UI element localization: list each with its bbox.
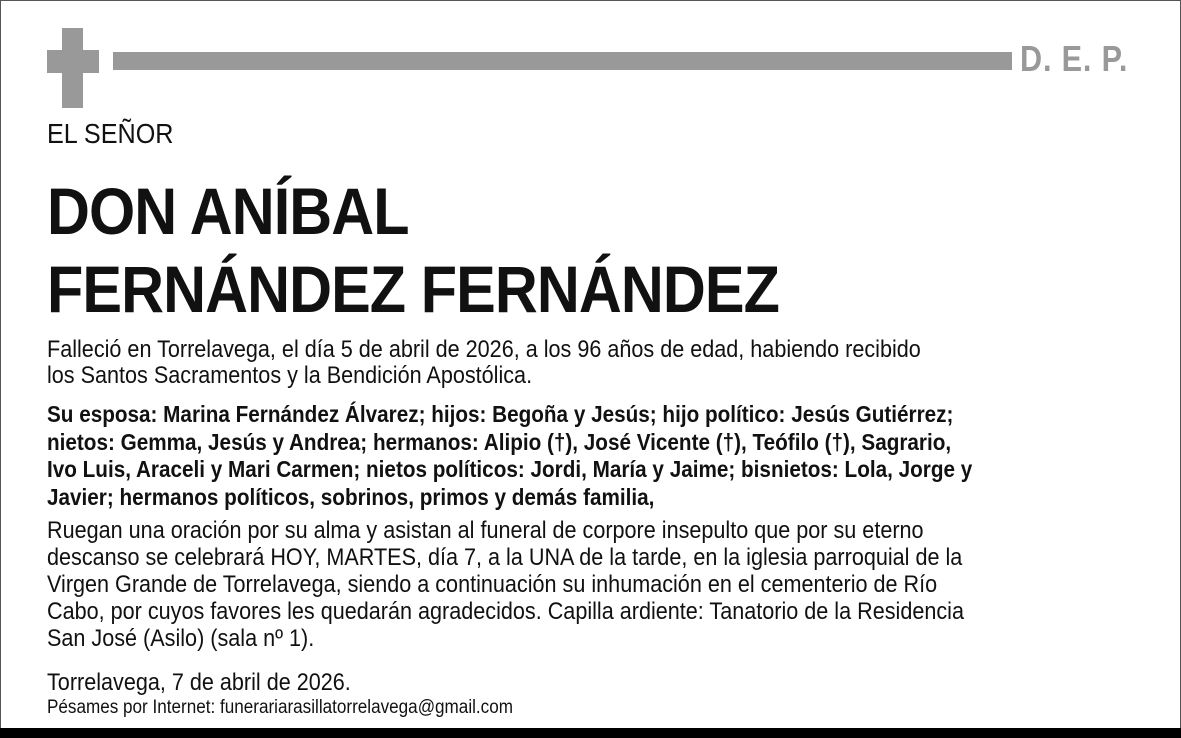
text-line: San José (Asilo) (sala nº 1).: [47, 625, 315, 652]
text-line: Virgen Grande de Torrelavega, siendo a continuación su inhumación en el cementerio de Río: [47, 571, 938, 598]
funeral-paragraph: [47, 517, 1181, 652]
bottom-bar: [0, 728, 1181, 738]
title-prefix: EL SEÑOR: [47, 118, 174, 149]
death-notice-paragraph: [47, 337, 1181, 389]
text-line: Falleció en Torrelavega, el día 5 de abril de 2026, a los 96 años de edad, habiendo recibido: [47, 336, 921, 363]
text-line: nietos: Gemma, Jesús y Andrea; hermanos: Alipio (†), José Vicente (†), Teófilo (†), Sagrario,: [47, 428, 952, 455]
dep-label: D. E. P.: [1020, 38, 1129, 79]
text-line: Ivo Luis, Araceli y Mari Carmen; nietos políticos: Jordi, María y Jaime; bisnietos: Lola, Jorge y: [47, 456, 973, 482]
text-line: descanso se celebrará HOY, MARTES, día 7, a la UNA de la tarde, en la iglesia parroquial de la: [47, 544, 963, 571]
text-line: Ruegan una oración por su alma y asistan al funeral de corpore insepulto que por su eterno: [47, 517, 924, 544]
condolences-text: Pésames por Internet: funerariarasillatorrelavega@gmail.com: [47, 697, 513, 718]
family-paragraph: [47, 401, 1181, 511]
text-line: Javier; hermanos políticos, sobrinos, primos y demás familia,: [47, 483, 655, 510]
name-line-2: FERNÁNDEZ FERNÁNDEZ: [47, 252, 779, 326]
place-date-text: Torrelavega, 7 de abril de 2026.: [47, 669, 351, 696]
text-line: Cabo, por cuyos favores les quedarán agradecidos. Capilla ardiente: Tanatorio de la Residencia: [47, 598, 964, 625]
text-line: Su esposa: Marina Fernández Álvarez; hijos: Begoña y Jesús; hijo político: Jesús Gutiérrez;: [47, 401, 954, 427]
condolences: [47, 697, 1181, 719]
name-line-1: DON ANÍBAL: [47, 174, 409, 248]
header-rule: [113, 52, 1012, 70]
place-date: [47, 669, 1181, 697]
text-line: los Santos Sacramentos y la Bendición Apostólica.: [47, 362, 533, 389]
